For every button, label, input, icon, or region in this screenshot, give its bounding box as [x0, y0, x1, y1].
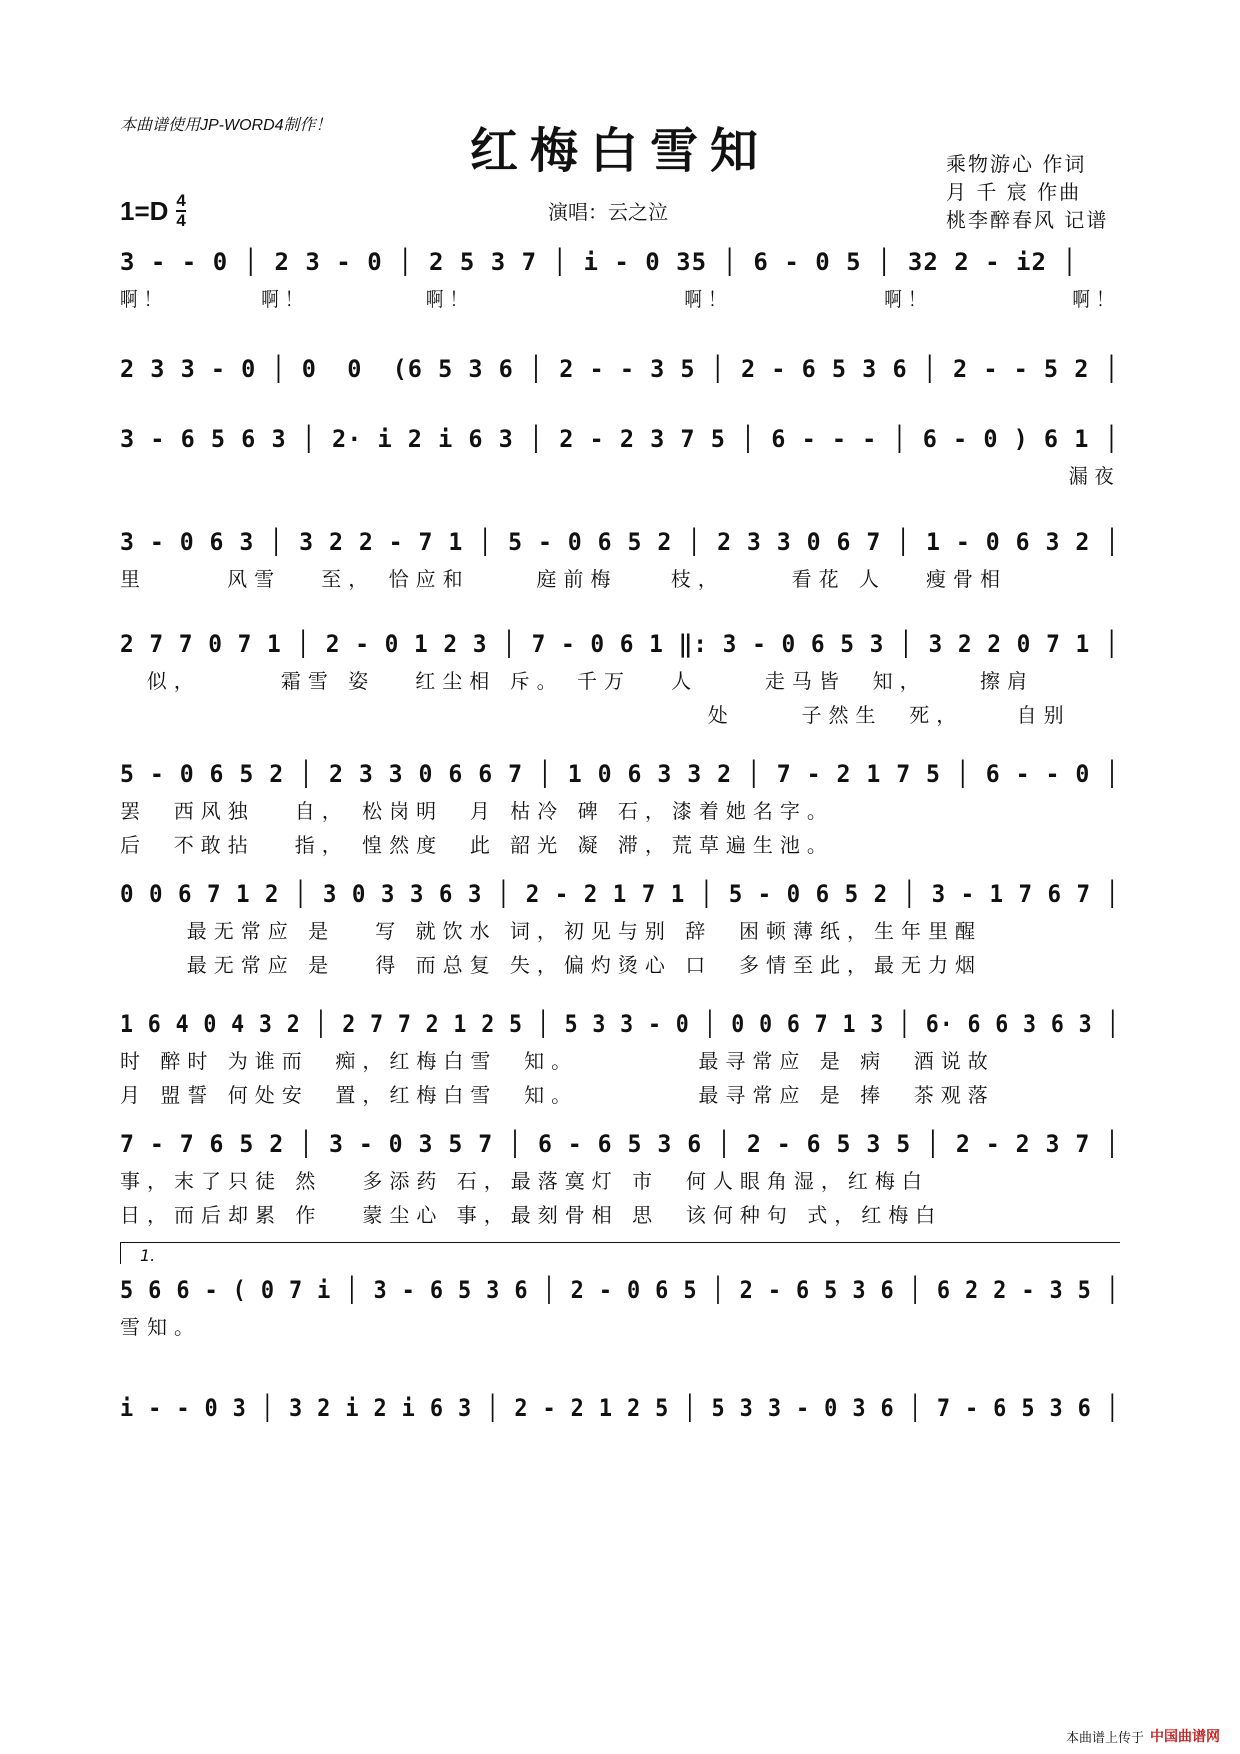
volta-bracket [120, 1242, 1120, 1264]
time-signature [176, 192, 185, 230]
jianpu-notes: 2 3 3 - 0 │ 0 0 (6 5 3 6 │ 2 - - 3 5 │ 2 - 6 5 3 6 │ 2 - - 5 2 │ [120, 355, 1120, 383]
score-system [120, 528, 1120, 596]
jianpu-notes: 2 7 7 0 7 1 │ 2 - 0 1 2 3 │ 7 - 0 6 1 ‖: 3 - 0 6 5 3 │ 3 2 2 0 7 1 │ [120, 630, 1120, 658]
lyric-line: 似， 霜雪 姿 红尘相 斥。 千万 人 走马皆 知， 擦肩 [120, 669, 1035, 693]
site-logo: 中国曲谱网 [1150, 1729, 1220, 1745]
lyric-line: 日，而后却累 作 蒙尘心 事，最刻骨相 思 该何种句 式，红梅白 [120, 1203, 943, 1227]
notation-row [120, 1394, 1120, 1428]
jianpu-notes: 5 - 0 6 5 2 │ 2 3 3 0 6 6 7 │ 1 0 6 3 3 2 │ 7 - 2 1 7 5 │ 6 - - 0 │ [120, 760, 1121, 788]
notation-row [120, 1010, 1120, 1044]
jianpu-notes: 3 - 0 6 3 │ 3 2 2 - 7 1 │ 5 - 0 6 5 2 │ 2 3 3 0 6 7 │ 1 - 0 6 3 2 │ [120, 528, 1121, 556]
lyric-line: 最无常应 是 写 就饮水 词，初见与别 辞 困顿薄纸，生年里醒 [120, 919, 983, 943]
jianpu-notes: 3 - 6 5 6 3 │ 2· i 2 i 6 3 │ 2 - 2 3 7 5 │ 6 - - - │ 6 - 0 ) 6 1 │ [120, 425, 1120, 453]
notation-row [120, 630, 1120, 664]
notation-row [120, 355, 1120, 389]
volta-number: 1. [140, 1246, 156, 1265]
song-title: 红梅白雪知 [469, 123, 770, 179]
jianpu-notes: 3 - - 0 │ 2 3 - 0 │ 2 5 3 7 │ i - 0 35 │ 6 - 0 5 │ 32 2 - i2 │ [120, 248, 1078, 276]
notation-row [120, 528, 1120, 562]
transcriber-credit: 桃李醉春风 记谱 [946, 208, 1109, 232]
score-system [120, 880, 1120, 982]
time-top: 4 [176, 191, 186, 210]
software-note: 本曲谱使用JP-WORD4制作！ [120, 117, 332, 134]
score-system [120, 1130, 1120, 1232]
key-label: 1=D [120, 195, 169, 226]
lyric-line: 月 盟誓 何处安 置，红梅白雪 知。 最寻常应 是 捧 茶观落 [120, 1083, 995, 1107]
lyric-line: 漏夜 [120, 464, 1121, 488]
score-system [120, 1394, 1120, 1428]
time-bottom: 4 [176, 211, 186, 230]
lyric-line: 最无常应 是 得 而总复 失，偏灼烫心 口 多情至此，最无力烟 [120, 953, 983, 977]
footer [1066, 1726, 1220, 1746]
composer-credit: 月 千 宸 作曲 [946, 180, 1082, 204]
notation-row [120, 248, 1120, 282]
credits [946, 150, 1108, 234]
lyric-line: 处 子然生 死， 自别 [120, 703, 1071, 727]
notation-row [120, 760, 1120, 794]
jianpu-notes: 1 6 4 0 4 3 2 │ 2 7 7 2 1 2 5 │ 5 3 3 - 0 │ 0 0 6 7 1 3 │ 6· 6 6 3 6 3 │ [120, 1010, 1121, 1038]
score-system [120, 1010, 1120, 1112]
notation-row [120, 425, 1120, 459]
lyric-line: 啊！ 啊！ 啊！ 啊！ 啊！ 啊！ [120, 287, 1120, 311]
lyric-line: 后 不敢拈 指， 惶然度 此 韶光 凝 滞，荒草遍生池。 [120, 833, 834, 857]
key-signature [120, 192, 186, 230]
singer-credit: 演唱：云之泣 [548, 200, 668, 224]
jianpu-notes: i - - 0 3 │ 3 2 i 2 i 6 3 │ 2 - 2 1 2 5 │ 5 3 3 - 0 3 6 │ 7 - 6 5 3 6 │ [120, 1394, 1120, 1422]
lyric-line: 罢 西风独 自， 松岗明 月 枯冷 碑 石，漆着她名字。 [120, 799, 834, 823]
lyricist-credit: 乘物游心 作词 [946, 152, 1087, 176]
footer-uploaded: 本曲谱上传于 [1065, 1730, 1144, 1746]
score-system [120, 1276, 1120, 1344]
notation-row [120, 880, 1120, 914]
score-system [120, 248, 1120, 316]
lyric-line: 事，末了只徒 然 多添药 石，最落寞灯 市 何人眼角湿，红梅白 [120, 1169, 929, 1193]
lyric-line: 时 醉时 为谁而 痴，红梅白雪 知。 最寻常应 是 病 酒说故 [120, 1049, 995, 1073]
jianpu-notes: 0 0 6 7 1 2 │ 3 0 3 3 6 3 │ 2 - 2 1 7 1 │ 5 - 0 6 5 2 │ 3 - 1 7 6 7 │ [120, 880, 1120, 908]
score-system [120, 760, 1120, 862]
score-system [120, 630, 1120, 732]
jianpu-notes: 7 - 7 6 5 2 │ 3 - 0 3 5 7 │ 6 - 6 5 3 6 │ 2 - 6 5 3 5 │ 2 - 2 3 7 │ [120, 1130, 1121, 1158]
score-system [120, 355, 1120, 389]
lyric-line: 雪知。 [120, 1315, 201, 1339]
notation-row [120, 1276, 1120, 1310]
score-system [120, 425, 1120, 493]
jianpu-notes: 5 6 6 - ( 0 7 i │ 3 - 6 5 3 6 │ 2 - 0 6 5 │ 2 - 6 5 3 6 │ 6 2 2 - 3 5 │ [120, 1276, 1120, 1304]
notation-row [120, 1130, 1120, 1164]
lyric-line: 里 风雪 至， 恰应和 庭前梅 枝， 看花 人 瘦骨相 [120, 567, 1008, 591]
